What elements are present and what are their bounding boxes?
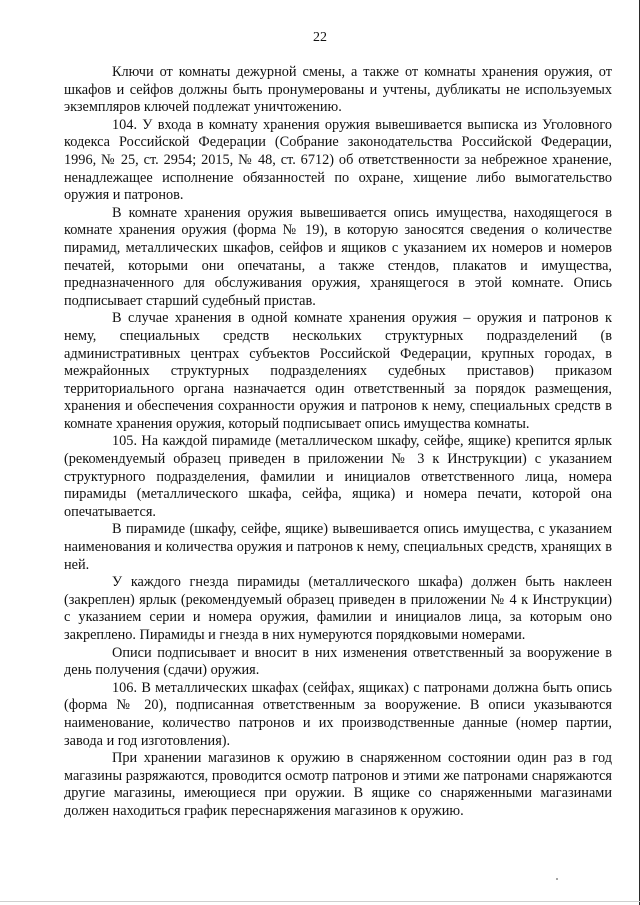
document-body xyxy=(64,64,612,821)
page-number: 22 xyxy=(313,30,327,45)
paragraph-inventory-signing: Описи подписывает и вносит в них изменения ответственный за вооружение в день получения (сдачи) оружия. xyxy=(64,644,612,679)
paragraph-pyramid-inventory: В пирамиде (шкафу, сейфе, ящике) вывешивается опись имущества, с указанием наименования и количества оружия и патронов к нему, специальных средств, хранящих в ней. xyxy=(64,521,612,573)
paragraph-slot-label: У каждого гнезда пирамиды (металлического шкафа) должен быть наклеен (закреплен) ярлык (рекомендуемый образец приведен в приложении № 4 к Инструкции) с указанием серии и номера оружия, фамилии и инициалов лица, за которым оно закреплено. Пирамиды и гнезда в них нумеруются порядковыми номерами. xyxy=(64,574,612,643)
paragraph-inventory-room: В комнате хранения оружия вывешивается опись имущества, находящегося в комнате хранения оружия (форма № 19), в которую заносятся сведения о количестве пирамид, металлических шкафов, сейфов и ящиков с указанием их номеров и номеров печатей, которыми они опечатаны, а также стендов, плакатов и имущества, предназначенного для обслуживания оружия, хранящегося в этой комнате. Опись подписывает старший судебный пристав. xyxy=(64,204,612,309)
paragraph-magazines: При хранении магазинов к оружию в снаряженном состоянии один раз в год магазины разряжаются, проводится осмотр патронов и этими же патронами снаряжаются другие магазины, имеющиеся при оружии. В ящике со снаряженными магазинами должен находиться график переснаряжения магазинов к оружию. xyxy=(64,750,612,819)
paragraph-shared-room: В случае хранения в одной комнате хранения оружия – оружия и патронов к нему, специальных средств нескольких структурных подразделений (в административных центрах субъектов Российской Федерации, крупных городах, в межрайонных структурных подразделениях судебных приставов) приказом территориального органа назначается один ответственный за порядок размещения, хранения и обеспечения сохранности оружия и патронов к нему, специальных средств в комнате хранения оружия, который подписывает опись имущества комнаты. xyxy=(64,310,612,432)
scan-speck xyxy=(556,878,558,880)
paragraph-106: 106. В металлических шкафах (сейфах, ящиках) с патронами должна быть опись (форма № 20), подписанная ответственным за вооружение. В описи указываются наименование, количество патронов и их производственные данные (номер партии, завода и год изготовления). xyxy=(64,679,612,749)
paragraph-keys: Ключи от комнаты дежурной смены, а также от комнаты хранения оружия, от шкафов и сейфов должны быть пронумерованы и учтены, дубликаты не используемых экземпляров ключей подлежат уничтожению. xyxy=(64,64,612,116)
paragraph-105: 105. На каждой пирамиде (металлическом шкафу, сейфе, ящике) крепится ярлык (рекомендуемый образец приведен в приложении № 3 к Инструкции) с указанием структурного подразделения, фамилии и инициалов ответственного лица, номера пирамиды (металлического шкафа, сейфа, ящика) и номера печати, которой она опечатывается. xyxy=(64,433,612,520)
paragraph-104: 104. У входа в комнату хранения оружия вывешивается выписка из Уголовного кодекса Российской Федерации (Собрание законодательства Российской Федерации, 1996, № 25, ст. 2954; 2015, № 48, ст. 6712) об ответственности за небрежное хранение, ненадлежащее исполнение обязанностей по охране, хищение либо вымогательство оружия и патронов. xyxy=(64,116,612,204)
scan-bottom-edge xyxy=(0,901,640,902)
